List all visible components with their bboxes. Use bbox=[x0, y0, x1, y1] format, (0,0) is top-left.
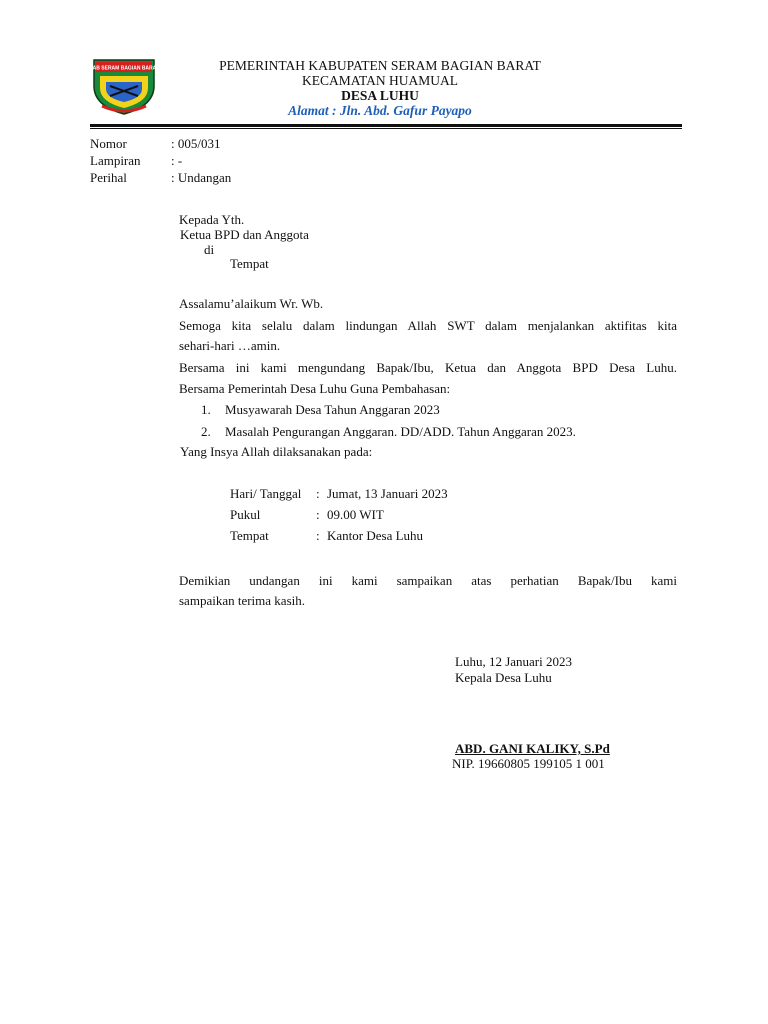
body-paragraph-4: Yang Insya Allah dilaksanakan pada: bbox=[180, 444, 373, 459]
signature-place-date: Luhu, 12 Januari 2023 bbox=[455, 654, 572, 669]
schedule-sep-date: : bbox=[316, 486, 320, 501]
header-address: Alamat : Jln. Abd. Gafur Payapo bbox=[288, 103, 472, 118]
body-paragraph-1b: sehari-hari …amin. bbox=[179, 338, 281, 353]
schedule-key-date: Hari/ Tanggal bbox=[230, 486, 302, 501]
list-item-2-number: 2. bbox=[201, 424, 211, 439]
recipient-name: Ketua BPD dan Anggota bbox=[180, 227, 309, 242]
greeting: Assalamu’alaikum Wr. Wb. bbox=[179, 296, 324, 311]
list-item-1-text: Musyawarah Desa Tahun Anggaran 2023 bbox=[225, 402, 440, 417]
header-divider-thin bbox=[90, 128, 682, 129]
meta-key-nomor: Nomor bbox=[90, 136, 127, 151]
schedule-value-time: 09.00 WIT bbox=[327, 507, 384, 522]
recipient-place: Tempat bbox=[230, 256, 269, 271]
svg-text:KAB SERAM BAGIAN BARAT: KAB SERAM BAGIAN BARAT bbox=[90, 65, 158, 72]
meta-key-perihal: Perihal bbox=[90, 170, 127, 185]
schedule-sep-place: : bbox=[316, 528, 320, 543]
schedule-sep-time: : bbox=[316, 507, 320, 522]
schedule-key-time: Pukul bbox=[230, 507, 261, 522]
meta-value-lampiran: : - bbox=[171, 153, 183, 168]
recipient-di: di bbox=[204, 242, 215, 257]
header-divider-thick bbox=[90, 124, 682, 127]
schedule-value-place: Kantor Desa Luhu bbox=[327, 528, 424, 543]
schedule-value-date: Jumat, 13 Januari 2023 bbox=[327, 486, 448, 501]
header-line-government: PEMERINTAH KABUPATEN SERAM BAGIAN BARAT bbox=[219, 58, 541, 73]
signature-position: Kepala Desa Luhu bbox=[455, 670, 552, 685]
schedule-key-place: Tempat bbox=[230, 528, 269, 543]
list-item-1-number: 1. bbox=[201, 402, 211, 417]
recipient-salutation: Kepada Yth. bbox=[179, 212, 245, 227]
body-paragraph-3: Bersama Pemerintah Desa Luhu Guna Pembahasan: bbox=[179, 381, 451, 396]
meta-value-nomor: : 005/031 bbox=[171, 136, 221, 151]
meta-key-lampiran: Lampiran bbox=[90, 153, 141, 168]
regency-logo bbox=[90, 56, 158, 116]
body-paragraph-2: Bersama ini kami mengundang Bapak/Ibu, Ketua dan Anggota BPD Desa Luhu. bbox=[179, 360, 677, 375]
signature-name: ABD. GANI KALIKY, S.Pd bbox=[455, 741, 610, 756]
body-paragraph-1a: Semoga kita selalu dalam lindungan Allah SWT dalam menjalankan aktifitas kita bbox=[179, 318, 677, 333]
meta-value-perihal: : Undangan bbox=[171, 170, 232, 185]
list-item-2-text: Masalah Pengurangan Anggaran. DD/ADD. Tahun Anggaran 2023. bbox=[225, 424, 576, 439]
closing-line-1: Demikian undangan ini kami sampaikan atas perhatian Bapak/Ibu kami bbox=[179, 573, 677, 588]
header-line-village: DESA LUHU bbox=[341, 88, 419, 103]
signature-nip: NIP. 19660805 199105 1 001 bbox=[452, 756, 605, 771]
header-line-district: KECAMATAN HUAMUAL bbox=[301, 73, 459, 88]
closing-line-2: sampaikan terima kasih. bbox=[179, 593, 305, 608]
